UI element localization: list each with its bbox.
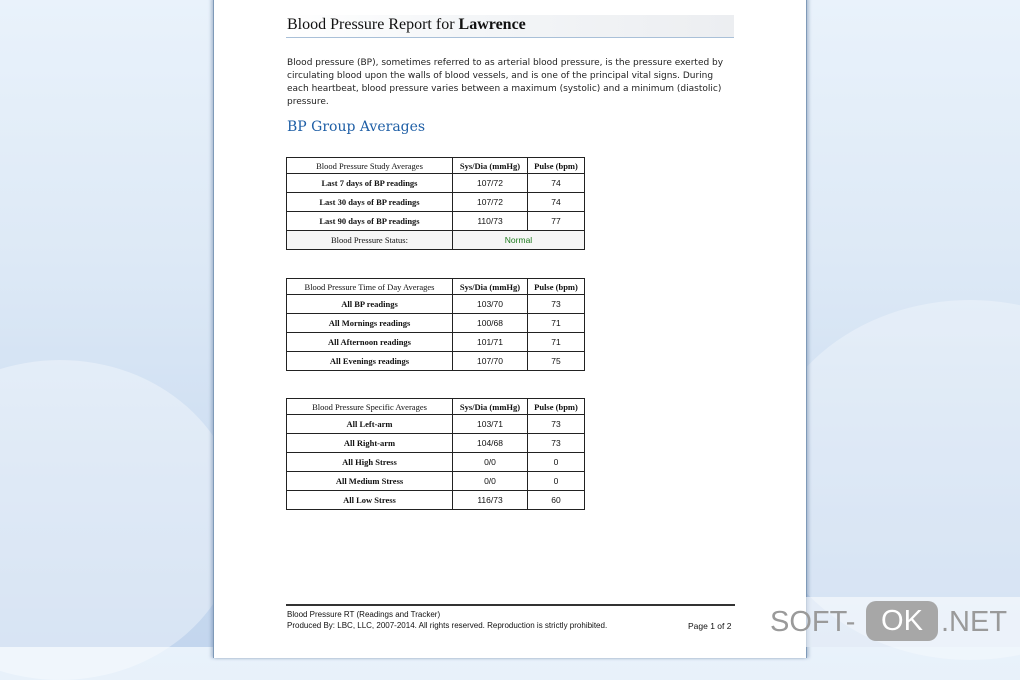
row-sysdia: 104/68 xyxy=(453,434,528,453)
row-pulse: 0 xyxy=(528,472,585,491)
time-of-day-averages-table xyxy=(286,278,585,371)
report-title-prefix: Blood Pressure Report for xyxy=(287,16,455,33)
row-pulse: 74 xyxy=(528,193,585,212)
footer-divider xyxy=(286,604,735,606)
table-row xyxy=(287,434,585,453)
table-header-row xyxy=(287,158,585,174)
watermark-text-left: SOFT- xyxy=(770,606,856,638)
row-label: All Right-arm xyxy=(287,434,453,453)
column-header-pulse: Pulse (bpm) xyxy=(528,158,585,174)
row-sysdia: 0/0 xyxy=(453,472,528,491)
row-sysdia: 107/70 xyxy=(453,352,528,371)
page-number: Page 1 of 2 xyxy=(688,621,732,631)
specific-averages-table xyxy=(286,398,585,510)
table-row xyxy=(287,491,585,510)
row-sysdia: 101/71 xyxy=(453,333,528,352)
row-sysdia: 107/72 xyxy=(453,174,528,193)
row-sysdia: 0/0 xyxy=(453,453,528,472)
row-label: All High Stress xyxy=(287,453,453,472)
intro-paragraph: Blood pressure (BP), sometimes referred to as arterial blood pressure, is the pressure exerted by circulating blood upon the walls of blood vessels, and is one of the principal vital signs. During each heartbeat, blood pressure varies between a maximum (systolic) and a minimum (diastolic) pressure. xyxy=(287,58,724,107)
table-row xyxy=(287,212,585,231)
table-row xyxy=(287,314,585,333)
row-sysdia: 110/73 xyxy=(453,212,528,231)
table-row xyxy=(287,333,585,352)
row-label: Last 30 days of BP readings xyxy=(287,193,453,212)
table-header-row xyxy=(287,279,585,295)
row-label: Last 90 days of BP readings xyxy=(287,212,453,231)
section-title: BP Group Averages xyxy=(287,119,426,135)
column-header-sysdia: Sys/Dia (mmHg) xyxy=(453,279,528,295)
report-title xyxy=(287,16,526,34)
table-row xyxy=(287,352,585,371)
table-header-label: Blood Pressure Study Averages xyxy=(287,158,453,174)
row-pulse: 73 xyxy=(528,295,585,314)
table-row xyxy=(287,453,585,472)
status-label: Blood Pressure Status: xyxy=(287,231,453,250)
row-sysdia: 103/71 xyxy=(453,415,528,434)
column-header-pulse: Pulse (bpm) xyxy=(528,279,585,295)
table-header-row xyxy=(287,399,585,415)
column-header-pulse: Pulse (bpm) xyxy=(528,399,585,415)
study-averages-table xyxy=(286,157,585,250)
column-header-sysdia: Sys/Dia (mmHg) xyxy=(453,158,528,174)
row-pulse: 75 xyxy=(528,352,585,371)
table-row xyxy=(287,193,585,212)
row-pulse: 60 xyxy=(528,491,585,510)
row-label: All Left-arm xyxy=(287,415,453,434)
footer-app-name: Blood Pressure RT (Readings and Tracker) xyxy=(287,610,441,619)
row-sysdia: 107/72 xyxy=(453,193,528,212)
table-row xyxy=(287,415,585,434)
table-row xyxy=(287,295,585,314)
footer-copyright: Produced By: LBC, LLC, 2007-2014. All rights reserved. Reproduction is strictly prohibited. xyxy=(287,621,608,630)
row-label: All Mornings readings xyxy=(287,314,453,333)
row-label: All Evenings readings xyxy=(287,352,453,371)
table-row xyxy=(287,472,585,491)
column-header-sysdia: Sys/Dia (mmHg) xyxy=(453,399,528,415)
row-pulse: 73 xyxy=(528,415,585,434)
watermark-logo-pill: OK xyxy=(866,601,938,641)
row-pulse: 74 xyxy=(528,174,585,193)
row-label: All Afternoon readings xyxy=(287,333,453,352)
table-header-label: Blood Pressure Specific Averages xyxy=(287,399,453,415)
row-sysdia: 116/73 xyxy=(453,491,528,510)
background-swirl-left xyxy=(0,360,240,680)
row-pulse: 71 xyxy=(528,314,585,333)
watermark-text-right: .NET xyxy=(941,606,1008,638)
status-badge: Normal xyxy=(453,231,585,250)
table-row xyxy=(287,174,585,193)
row-label: Last 7 days of BP readings xyxy=(287,174,453,193)
row-pulse: 73 xyxy=(528,434,585,453)
row-label: All Low Stress xyxy=(287,491,453,510)
row-label: All BP readings xyxy=(287,295,453,314)
row-pulse: 71 xyxy=(528,333,585,352)
row-sysdia: 100/68 xyxy=(453,314,528,333)
status-row xyxy=(287,231,585,250)
table-header-label: Blood Pressure Time of Day Averages xyxy=(287,279,453,295)
report-patient-name: Lawrence xyxy=(458,16,526,33)
row-pulse: 77 xyxy=(528,212,585,231)
row-label: All Medium Stress xyxy=(287,472,453,491)
row-pulse: 0 xyxy=(528,453,585,472)
row-sysdia: 103/70 xyxy=(453,295,528,314)
